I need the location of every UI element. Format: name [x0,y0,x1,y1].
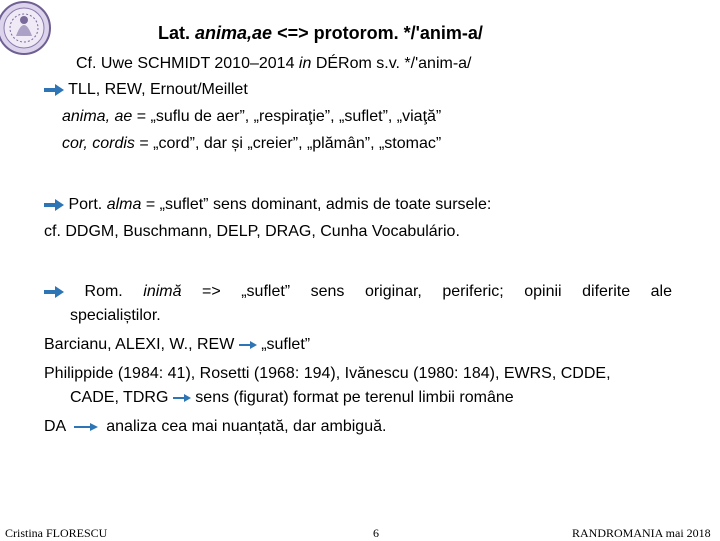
footer-author: Cristina FLORESCU [5,526,108,540]
line-tll: TLL, REW, Ernout/Meillet [44,80,248,100]
university-seal-logo [0,0,56,62]
line-rom-continued: specialiștilor. [70,307,161,324]
arrow-right-icon [239,340,257,350]
arrow-right-icon [44,84,64,96]
line-cf-schmidt: Cf. Uwe SCHMIDT 2010–2014 in DÉRom s.v. */'anim‐a/ [76,55,472,72]
arrow-right-icon [44,286,64,298]
line-port-sources: cf. DDGM, Buschmann, DELP, DRAG, Cunha Vocabulário. [44,223,460,240]
arrow-right-icon [173,393,191,403]
slide-title: Lat. anima,ae <=> protorom. */'anim‐a/ [158,23,483,43]
footer-event: RANDROMANIA mai 2018 [572,526,711,540]
line-cade: CADE, TDRG sens (figurat) format pe terenul limbii române [70,389,514,406]
line-anima: anima, ae = „suflu de aer”, „respiraţie”, „suflet”, „viaţă” [62,108,442,125]
line-cor: cor, cordis = „cord”, dar și „creier”, „plămân”, „stomac” [62,135,442,152]
line-port: Port. alma = „suflet” sens dominant, admis de toate sursele: [44,195,491,215]
line-rom: Rom. inimă => „suflet” sens originar, periferic; opinii diferite ale [44,282,672,302]
arrow-right-icon [44,199,64,211]
arrow-right-icon [74,422,98,432]
line-barcianu: Barcianu, ALEXI, W., REW „suflet” [44,336,311,353]
line-philippide: Philippide (1984: 41), Rosetti (1968: 194), Ivănescu (1980: 184), EWRS, CDDE, [44,365,611,382]
line-da: DA analiza cea mai nuanțată, dar ambiguă. [44,418,387,435]
footer-page-number: 6 [373,526,379,540]
